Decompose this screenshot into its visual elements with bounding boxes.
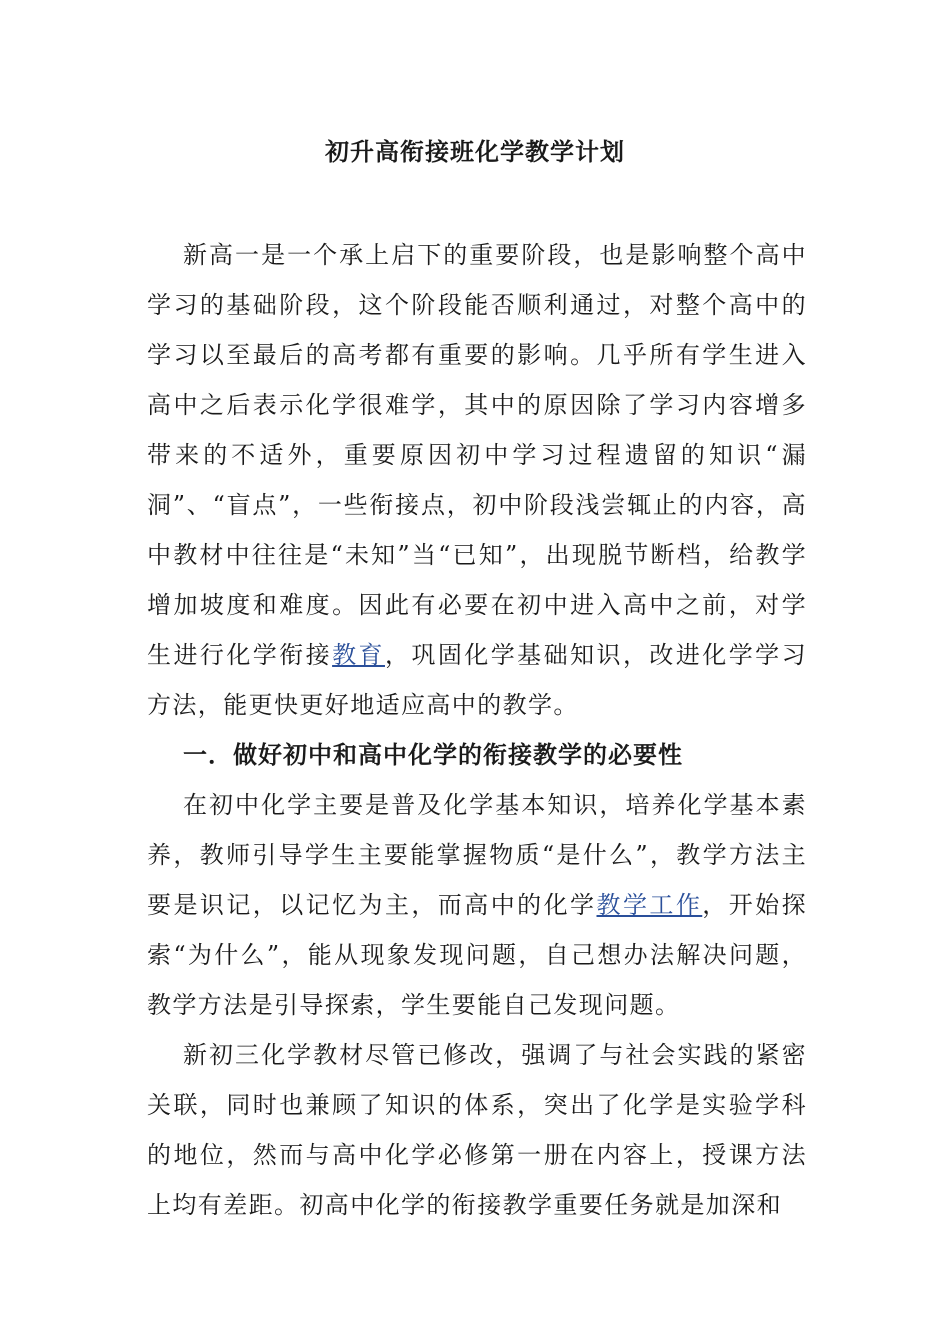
document-title: 初升高衔接班化学教学计划 (325, 138, 625, 166)
document-body (147, 230, 807, 1230)
intro-paragraph (147, 230, 807, 730)
section-heading: 一．做好初中和高中化学的衔接教学的必要性 (183, 741, 683, 769)
section-paragraph-1 (147, 780, 807, 1030)
section-paragraph-2: 新初三化学教材尽管已修改，强调了与社会实践的紧密关联，同时也兼顾了知识的体系，突出了化学是实验学科的地位，然而与高中化学必修第一册在内容上，授课方法上均有差距。初高中化学的衔接教学重要任务就是加深和 (147, 1041, 807, 1219)
section-paragraph-1-text-2: ，开始探索“为什么”，能从现象发现问题，自己想办法解决问题，教学方法是引导探索，学生要能自己发现问题。 (147, 891, 807, 1019)
section-paragraph-1-text-1: 在初中化学主要是普及化学基本知识，培养化学基本素养，教师引导学生主要能掌握物质“是什么”，教学方法主要是识记，以记忆为主，而高中的化学 (147, 791, 807, 919)
education-link[interactable]: 教育 (332, 641, 385, 669)
intro-text-2: ，巩固化学基础知识，改进化学学习方法，能更快更好地适应高中的教学。 (147, 641, 807, 719)
intro-text-1: 新高一是一个承上启下的重要阶段，也是影响整个高中学习的基础阶段，这个阶段能否顺利通过，对整个高中的学习以至最后的高考都有重要的影响。几乎所有学生进入高中之后表示化学很难学，其中的原因除了学习内容增多带来的不适外，重要原因初中学习过程遗留的知识“漏洞”、“盲点”，一些衔接点，初中阶段浅尝辄止的内容，高中教材中往往是“未知”当“已知”，出现脱节断档，给教学增加坡度和难度。因此有必要在初中进入高中之前，对学生进行化学衔接 (147, 241, 807, 669)
teaching-work-link[interactable]: 教学工作 (596, 891, 703, 919)
